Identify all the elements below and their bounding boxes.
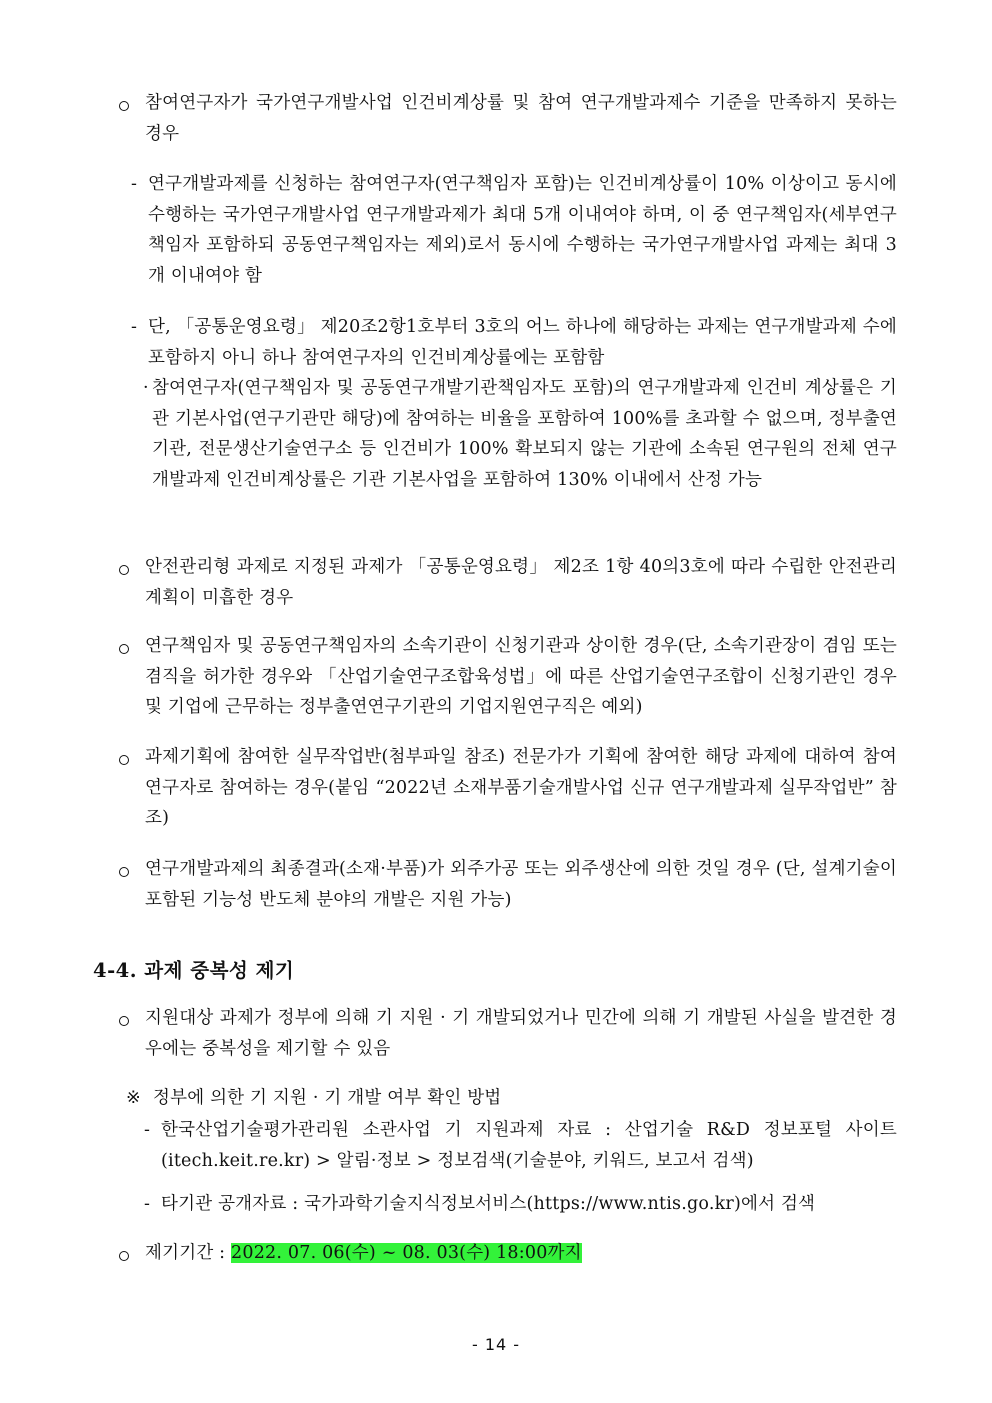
dash-marker: - [144, 1120, 151, 1140]
sub-item-text: 단, 「공통운영요령」 제20조2항1호부터 3호의 어느 하나에 해당하는 과제는 연구개발과제 수에 포함하지 아니 하나 참여연구자의 인건비계상률에는 포함함 [148, 317, 897, 368]
dash-marker: - [131, 174, 138, 194]
dot-marker: · [143, 378, 149, 398]
circle-bullet-icon [119, 644, 129, 654]
bullet-text: 지원대상 과제가 정부에 의해 기 지원 · 기 개발되었거나 민간에 의해 기 개발된 사실을 발견한 경우에는 중복성을 제기할 수 있음 [145, 1008, 897, 1059]
bullet-text: 안전관리형 과제로 지정된 과제가 「공통운영요령」 제2조 1항 40의3호에 따라 수립한 안전관리 계획이 미흡한 경우 [145, 557, 897, 608]
period-value-highlight: 2022. 07. 06(수) ~ 08. 03(수) 18:00까지 [231, 1243, 582, 1263]
sub-item-text: 한국산업기술평가관리원 소관사업 기 지원과제 자료 : 산업기술 R&D 정보포털 사이트 (itech.keit.re.kr) > 알림·정보 > 정보검색(기술분야, 키워드, 보고서 검색) [161, 1120, 897, 1171]
sub-item-text: 타기관 공개자료 : 국가과학기술지식정보서비스(https://www.ntis.go.kr)에서 검색 [161, 1194, 816, 1214]
circle-bullet-icon [119, 1016, 129, 1026]
page-number: - 14 - [471, 1335, 521, 1354]
section-heading: 4-4. 과제 중복성 제기 [93, 959, 295, 982]
reference-mark-icon: ※ [126, 1088, 141, 1108]
period-label: 제기기간 : [145, 1243, 232, 1263]
circle-bullet-icon [119, 565, 129, 575]
circle-bullet-icon [119, 1251, 129, 1261]
note-text: 정부에 의한 기 지원 · 기 개발 여부 확인 방법 [153, 1088, 502, 1108]
circle-bullet-icon [119, 867, 129, 877]
period-line [145, 1238, 897, 1269]
sub-sub-item-text: 참여연구자(연구책임자 및 공동연구개발기관책임자도 포함)의 연구개발과제 인건비 계상률은 기관 기본사업(연구기관만 해당)에 참여하는 비율을 포함하여 100%를 초과할 수 없으며, 정부출연기관, 전문생산기술연구소 등 인건비가 100% 확보되지 않는 기관에 소속된 연구원의 전체 연구개발과제 인건비계상률은 기관 기본사업을 포함하여 130% 이내에서 산정 가능 [152, 378, 897, 490]
circle-bullet-icon [119, 101, 129, 111]
dash-marker: - [131, 317, 138, 337]
bullet-text: 참여연구자가 국가연구개발사업 인건비계상률 및 참여 연구개발과제수 기준을 만족하지 못하는 경우 [145, 93, 897, 144]
bullet-text: 과제기획에 참여한 실무작업반(첨부파일 참조) 전문가가 기획에 참여한 해당 과제에 대하여 참여연구자로 참여하는 경우(붙임 “2022년 소재부품기술개발사업 신규 연구개발과제 실무작업반” 참조) [145, 747, 897, 828]
bullet-text: 연구개발과제의 최종결과(소재·부품)가 외주가공 또는 외주생산에 의한 것일 경우 (단, 설계기술이 포함된 기능성 반도체 분야의 개발은 지원 가능) [145, 859, 897, 910]
sub-item-text: 연구개발과제를 신청하는 참여연구자(연구책임자 포함)는 인건비계상률이 10% 이상이고 동시에 수행하는 국가연구개발사업 연구개발과제가 최대 5개 이내여야 하며, 이 중 연구책임자(세부연구책임자 포함하되 공동연구책임자는 제외)로서 동시에 수행하는 국가연구개발사업 과제는 최대 3개 이내여야 함 [148, 174, 897, 286]
circle-bullet-icon [119, 755, 129, 765]
dash-marker: - [144, 1194, 151, 1214]
bullet-text: 연구책임자 및 공동연구책임자의 소속기관이 신청기관과 상이한 경우(단, 소속기관장이 겸임 또는 겸직을 허가한 경우와 「산업기술연구조합육성법」에 따른 산업기술연구조합이 신청기관인 경우 및 기업에 근무하는 정부출연연구기관의 기업지원연구직은 예외) [145, 636, 897, 717]
